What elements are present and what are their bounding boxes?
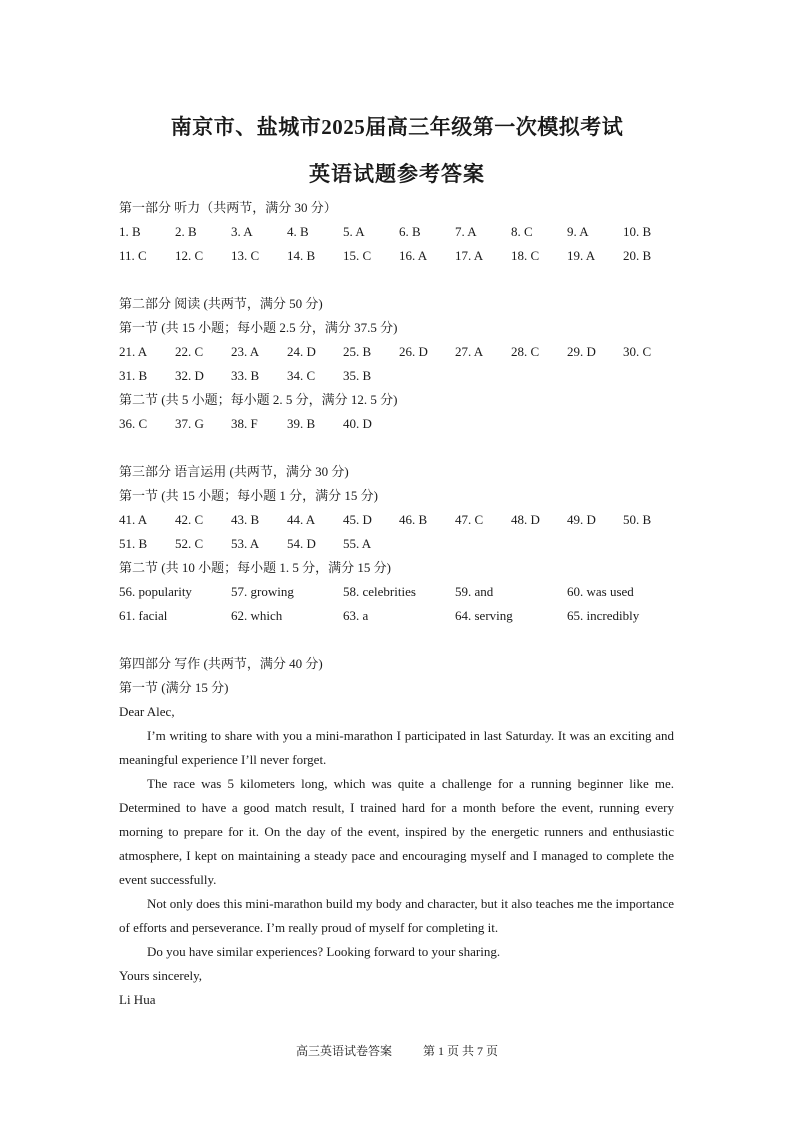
answer-item: 63. a [343,608,369,623]
answer-item: 24. D [287,344,316,359]
letter-paragraph: I’m writing to share with you a mini-marathon I participated in last Saturday. It was an exciting and meaningful experience I’ll never forget. [119,728,674,767]
answer-row [119,536,679,560]
answer-item: 23. A [231,344,260,359]
part2-section2-heading: 第二节 (共 5 小题；每小题 2. 5 分，满分 12. 5 分) [119,392,398,407]
answer-item: 56. popularity [119,584,192,599]
answer-item: 1. B [119,224,141,239]
part3-section1-answer-grid [119,512,679,560]
answer-item: 9. A [567,224,589,239]
answer-item: 47. C [455,512,484,527]
answer-item: 64. serving [455,608,513,623]
answer-item: 59. and [455,584,494,599]
answer-item: 38. F [231,416,258,431]
footer-page-number: 第 1 页 共 7 页 [423,1044,499,1058]
part1-answer-grid [119,224,679,272]
answer-item: 43. B [231,512,260,527]
answer-item: 48. D [511,512,540,527]
part2-heading: 第二部分 阅读 (共两节，满分 50 分) [119,296,323,311]
letter-paragraph: Not only does this mini-marathon build my body and character, but it also teaches me the importance of efforts and perseverance. I’m really proud of myself for completing it. [119,896,674,935]
answer-item: 51. B [119,536,148,551]
letter-paragraph: The race was 5 kilometers long, which was quite a challenge for a running beginner like me. Determined to have a good match result, I trained hard for a month before the event, running every morning to prepare for it. On the day of the event, inspired by the energetic runners and enthusiastic atmosphere, I kept on maintaining a steady pace and encouraging myself and I managed to complete the event successfully. [119,776,674,887]
answer-item: 55. A [343,536,372,551]
answer-item: 6. B [399,224,421,239]
answer-row [119,248,679,272]
answer-item: 32. D [175,368,204,383]
answer-row [119,344,679,368]
answer-item: 34. C [287,368,316,383]
page-footer [0,1042,794,1059]
answer-item: 21. A [119,344,148,359]
answer-item: 29. D [567,344,596,359]
answer-item: 28. C [511,344,540,359]
answer-item: 42. C [175,512,204,527]
answer-item: 19. A [567,248,596,263]
answer-item: 14. B [287,248,316,263]
part2-section1-heading: 第一节 (共 15 小题；每小题 2.5 分，满分 37.5 分) [119,320,398,335]
answer-item: 40. D [343,416,372,431]
answer-item: 10. B [623,224,652,239]
answer-item: 58. celebrities [343,584,416,599]
answer-item: 15. C [343,248,372,263]
answer-item: 46. B [399,512,428,527]
answer-item: 57. growing [231,584,294,599]
answer-item: 54. D [287,536,316,551]
answer-item: 16. A [399,248,428,263]
part3-section2-heading: 第二节 (共 10 小题；每小题 1. 5 分，满分 15 分) [119,560,391,575]
answer-item: 3. A [231,224,253,239]
answer-row [119,512,679,536]
answer-row [119,608,679,632]
part3-section1-heading: 第一节 (共 15 小题；每小题 1 分，满分 15 分) [119,488,378,503]
part2-section2-answer-grid [119,416,679,440]
letter-closing: Yours sincerely, [119,968,203,983]
answer-item: 52. C [175,536,204,551]
exam-title: 南京市、盐城市2025届高三年级第一次模拟考试 [170,115,624,139]
part4-section1-heading: 第一节 (满分 15 分) [119,680,229,695]
answer-key-subtitle: 英语试题参考答案 [309,162,485,186]
answer-item: 37. G [175,416,204,431]
answer-item: 22. C [175,344,204,359]
answer-item: 33. B [231,368,260,383]
answer-row [119,368,679,392]
answer-item: 39. B [287,416,316,431]
answer-item: 50. B [623,512,652,527]
part3-section2-answer-grid [119,584,679,632]
answer-item: 2. B [175,224,197,239]
part4-heading: 第四部分 写作 (共两节，满分 40 分) [119,656,323,671]
part1-heading: 第一部分 听力（共两节，满分 30 分） [119,200,337,215]
answer-item: 53. A [231,536,260,551]
answer-item: 41. A [119,512,148,527]
answer-item: 20. B [623,248,652,263]
answer-item: 62. which [231,608,283,623]
answer-item: 60. was used [567,584,634,599]
letter-signature: Li Hua [119,992,156,1007]
answer-item: 30. C [623,344,652,359]
answer-item: 11. C [119,248,147,263]
answer-row [119,224,679,248]
answer-item: 18. C [511,248,540,263]
answer-row [119,416,679,440]
model-essay-letter [119,700,674,1012]
answer-item: 61. facial [119,608,168,623]
answer-item: 49. D [567,512,596,527]
answer-item: 36. C [119,416,148,431]
footer-document-name: 高三英语试卷答案 [295,1044,392,1058]
answer-item: 35. B [343,368,372,383]
answer-item: 27. A [455,344,484,359]
answer-item: 13. C [231,248,260,263]
answer-item: 8. C [511,224,533,239]
part2-section1-answer-grid [119,344,679,392]
answer-item: 44. A [287,512,316,527]
answer-item: 26. D [399,344,428,359]
answer-item: 12. C [175,248,204,263]
answer-item: 31. B [119,368,148,383]
answer-item: 5. A [343,224,365,239]
answer-item: 7. A [455,224,477,239]
answer-row [119,584,679,608]
part3-heading: 第三部分 语言运用 (共两节，满分 30 分) [119,464,349,479]
answer-item: 45. D [343,512,372,527]
answer-item: 65. incredibly [567,608,640,623]
answer-item: 4. B [287,224,309,239]
letter-greeting: Dear Alec, [119,704,175,719]
answer-item: 17. A [455,248,484,263]
answer-item: 25. B [343,344,372,359]
letter-paragraph: Do you have similar experiences? Looking forward to your sharing. [147,944,501,959]
